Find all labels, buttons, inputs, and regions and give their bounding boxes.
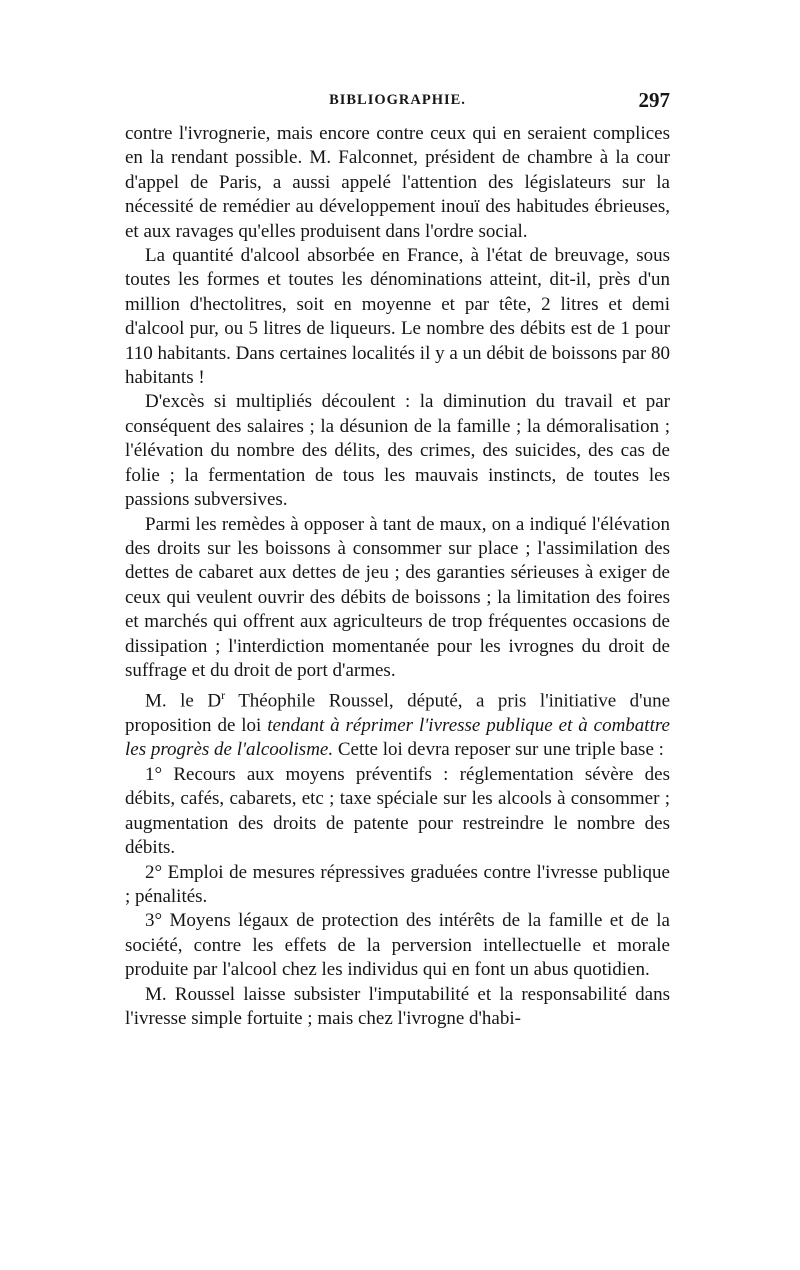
paragraph: D'excès si multipliés découlent : la diminution du travail et par conséquent des salaires ; la désunion de la famille ; la démoralisation ; l'élévation du nombre des délits, des crimes, des suicides, des cas de folie ; la fermentation de tous les mauvais instincts, de toutes les passions subversives. [125,391,670,511]
paragraph: 1° Recours aux moyens préventifs : réglementation sévère des débits, cafés, cabarets, etc ; taxe spéciale sur les alcools à consommer ; augmentation des droits de patente pour restreindre le nombre des débits. [125,763,670,859]
body-text [125,122,670,1031]
paragraph-roussel-proposition [125,683,670,763]
page-header [125,88,670,120]
running-title: BIBLIOGRAPHIE. [329,92,466,108]
paragraph: 3° Moyens légaux de protection des intérêts de la famille et de la société, contre les effets de la perversion intellectuelle et morale produite par l'alcool chez les individus qui en font un abus quotidien. [125,910,670,981]
paragraph: M. Roussel laisse subsister l'imputabilité et la responsabilité dans l'ivresse simple fortuite ; mais chez l'ivrogne d'habi- [125,983,670,1029]
superscript: r [221,688,226,703]
paragraph-text: M. le D [145,690,222,712]
paragraph: Parmi les remèdes à opposer à tant de maux, on a indiqué l'élévation des droits sur les boissons à consommer sur place ; l'assimilation des dettes de cabaret aux dettes de jeu ; des garanties sérieuses à exiger de ceux qui veulent ouvrir des débits de boissons ; la limitation des foires et marchés qui offrent aux agriculteurs de trop fréquentes occasions de dissipation ; l'interdiction momentanée pour les ivrognes du droit de suffrage et du droit de port d'armes. [125,513,670,681]
law-title: tendant à réprimer l'ivresse publique et à combattre les progrès de l'alcoolisme. [125,715,670,761]
paragraph: 2° Emploi de mesures répressives graduées contre l'ivresse publique ; pénalités. [125,861,670,907]
page-number: 297 [638,88,670,112]
paragraph: contre l'ivrognerie, mais encore contre ceux qui en seraient complices en la rendant possible. M. Falconnet, président de chambre à la cour d'appel de Paris, a aussi appelé l'attention des législateurs sur la nécessité de remédier au développement inouï des habitudes ébrieuses, et aux ravages qu'elles produisent dans l'ordre social. [125,123,670,242]
paragraph-text: Théophile Roussel, député, a pris l'initiative d'une proposition de loi [125,690,671,737]
paragraph-text: Cette loi devra reposer sur une triple base : [333,739,664,761]
paragraph: La quantité d'alcool absorbée en France, à l'état de breuvage, sous toutes les formes et toutes les dénominations atteint, dit-il, près d'un million d'hectolitres, soit en moyenne et par tête, 2 litres et demi d'alcool pur, ou 5 litres de liqueurs. Le nombre des débits est de 1 pour 110 habitants. Dans certaines localités il y a un débit de boissons par 80 habitants ! [125,245,670,389]
